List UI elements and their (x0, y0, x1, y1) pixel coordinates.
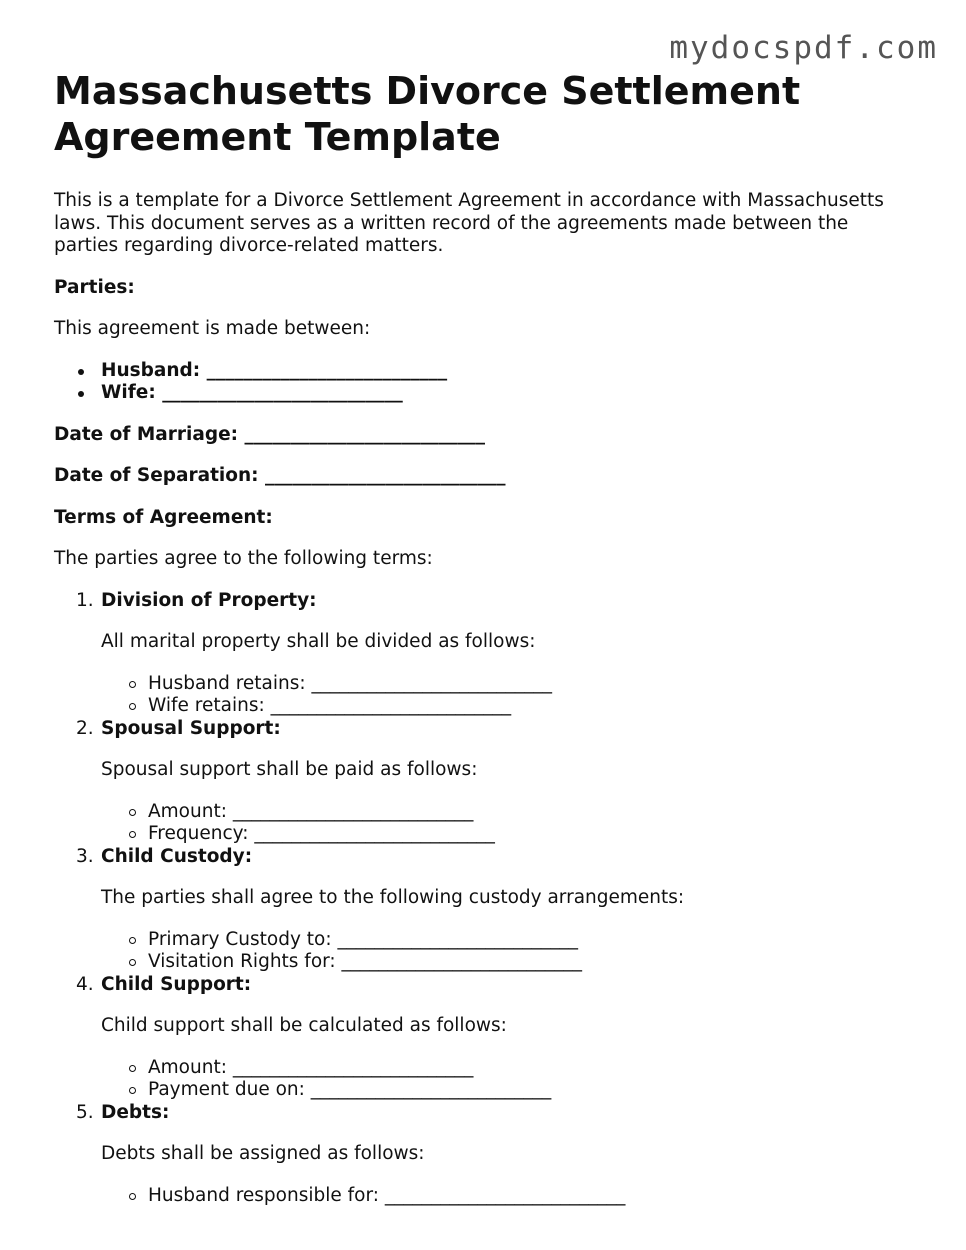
husband-label: Husband: (101, 359, 201, 381)
term-title: Debts: (101, 1101, 170, 1123)
term-description: Spousal support shall be paid as follows: (101, 759, 478, 780)
term-number: 4. (76, 973, 94, 995)
document-body (54, 68, 914, 1207)
parties-lead: This agreement is made between: (54, 318, 371, 339)
term-fields (101, 801, 914, 846)
term-number: 1. (76, 589, 94, 611)
term-field-label: Payment due on: (148, 1079, 305, 1100)
term-field-blank[interactable]: __________________________ (384, 1184, 626, 1206)
term-field (101, 695, 914, 718)
terms-list (54, 590, 914, 1208)
term-fields (101, 1057, 914, 1102)
wife-label: Wife: (101, 382, 156, 403)
parties-heading: Parties: (54, 276, 135, 298)
intro-paragraph: This is a template for a Divorce Settlement Agreement in accordance with Massachusetts laws. This document serves as a written record of the agreements made between the parties regarding divorce-related matters. (54, 190, 884, 256)
terms-lead: The parties agree to the following terms: (54, 548, 433, 569)
page-title: Massachusetts Divorce Settlement Agreement Template (54, 69, 801, 159)
term-field (101, 1185, 914, 1208)
term-field (101, 1079, 914, 1102)
term-field-label: Visitation Rights for: (148, 951, 336, 972)
date-of-marriage-label: Date of Marriage: (54, 423, 239, 445)
term-field (101, 673, 914, 696)
term-item (54, 1102, 914, 1208)
watermark: mydocspdf.com (669, 30, 938, 66)
term-field-label: Husband responsible for: (148, 1184, 379, 1206)
term-title: Child Support: (101, 973, 252, 995)
wife-blank[interactable]: __________________________ (162, 382, 403, 403)
term-fields (101, 673, 914, 718)
parties-list (54, 360, 914, 405)
term-field-blank[interactable]: __________________________ (254, 823, 495, 844)
term-field (101, 1057, 914, 1080)
term-fields (101, 929, 914, 974)
term-description: The parties shall agree to the following custody arrangements: (101, 887, 685, 908)
husband-field (54, 360, 914, 383)
term-field (101, 801, 914, 824)
term-field-blank[interactable]: __________________________ (311, 672, 553, 694)
term-title: Child Custody: (101, 845, 253, 867)
term-field-label: Amount: (148, 800, 227, 822)
date-of-marriage-blank[interactable]: __________________________ (244, 423, 485, 445)
term-field-label: Husband retains: (148, 672, 306, 694)
term-number: 3. (76, 845, 94, 867)
term-title: Spousal Support: (101, 717, 281, 739)
term-item (54, 590, 914, 718)
term-item (54, 718, 914, 846)
terms-heading: Terms of Agreement: (54, 506, 273, 528)
term-field-label: Wife retains: (148, 695, 265, 716)
date-of-separation-field (54, 465, 914, 488)
term-item (54, 974, 914, 1102)
date-of-separation-blank[interactable]: __________________________ (265, 465, 506, 486)
term-field-blank[interactable]: __________________________ (341, 951, 583, 972)
date-of-marriage-field (54, 424, 914, 447)
term-description: Debts shall be assigned as follows: (101, 1143, 425, 1164)
term-field (101, 929, 914, 952)
term-fields (101, 1185, 914, 1208)
term-field-label: Primary Custody to: (148, 928, 332, 950)
term-field-label: Amount: (148, 1056, 227, 1078)
term-field-label: Frequency: (148, 823, 249, 844)
term-description: All marital property shall be divided as follows: (101, 631, 536, 652)
term-field (101, 951, 914, 974)
term-description: Child support shall be calculated as follows: (101, 1015, 507, 1036)
term-number: 2. (76, 717, 94, 739)
term-title: Division of Property: (101, 589, 317, 611)
term-number: 5. (76, 1101, 94, 1123)
date-of-separation-label: Date of Separation: (54, 465, 259, 486)
term-field-blank[interactable]: __________________________ (270, 695, 512, 716)
term-field-blank[interactable]: __________________________ (232, 1056, 474, 1078)
term-field-blank[interactable]: __________________________ (232, 800, 474, 822)
husband-blank[interactable]: __________________________ (206, 359, 448, 381)
wife-field (54, 382, 914, 405)
term-field-blank[interactable]: __________________________ (310, 1079, 552, 1100)
term-item (54, 846, 914, 974)
term-field (101, 823, 914, 846)
term-field-blank[interactable]: __________________________ (337, 928, 578, 950)
